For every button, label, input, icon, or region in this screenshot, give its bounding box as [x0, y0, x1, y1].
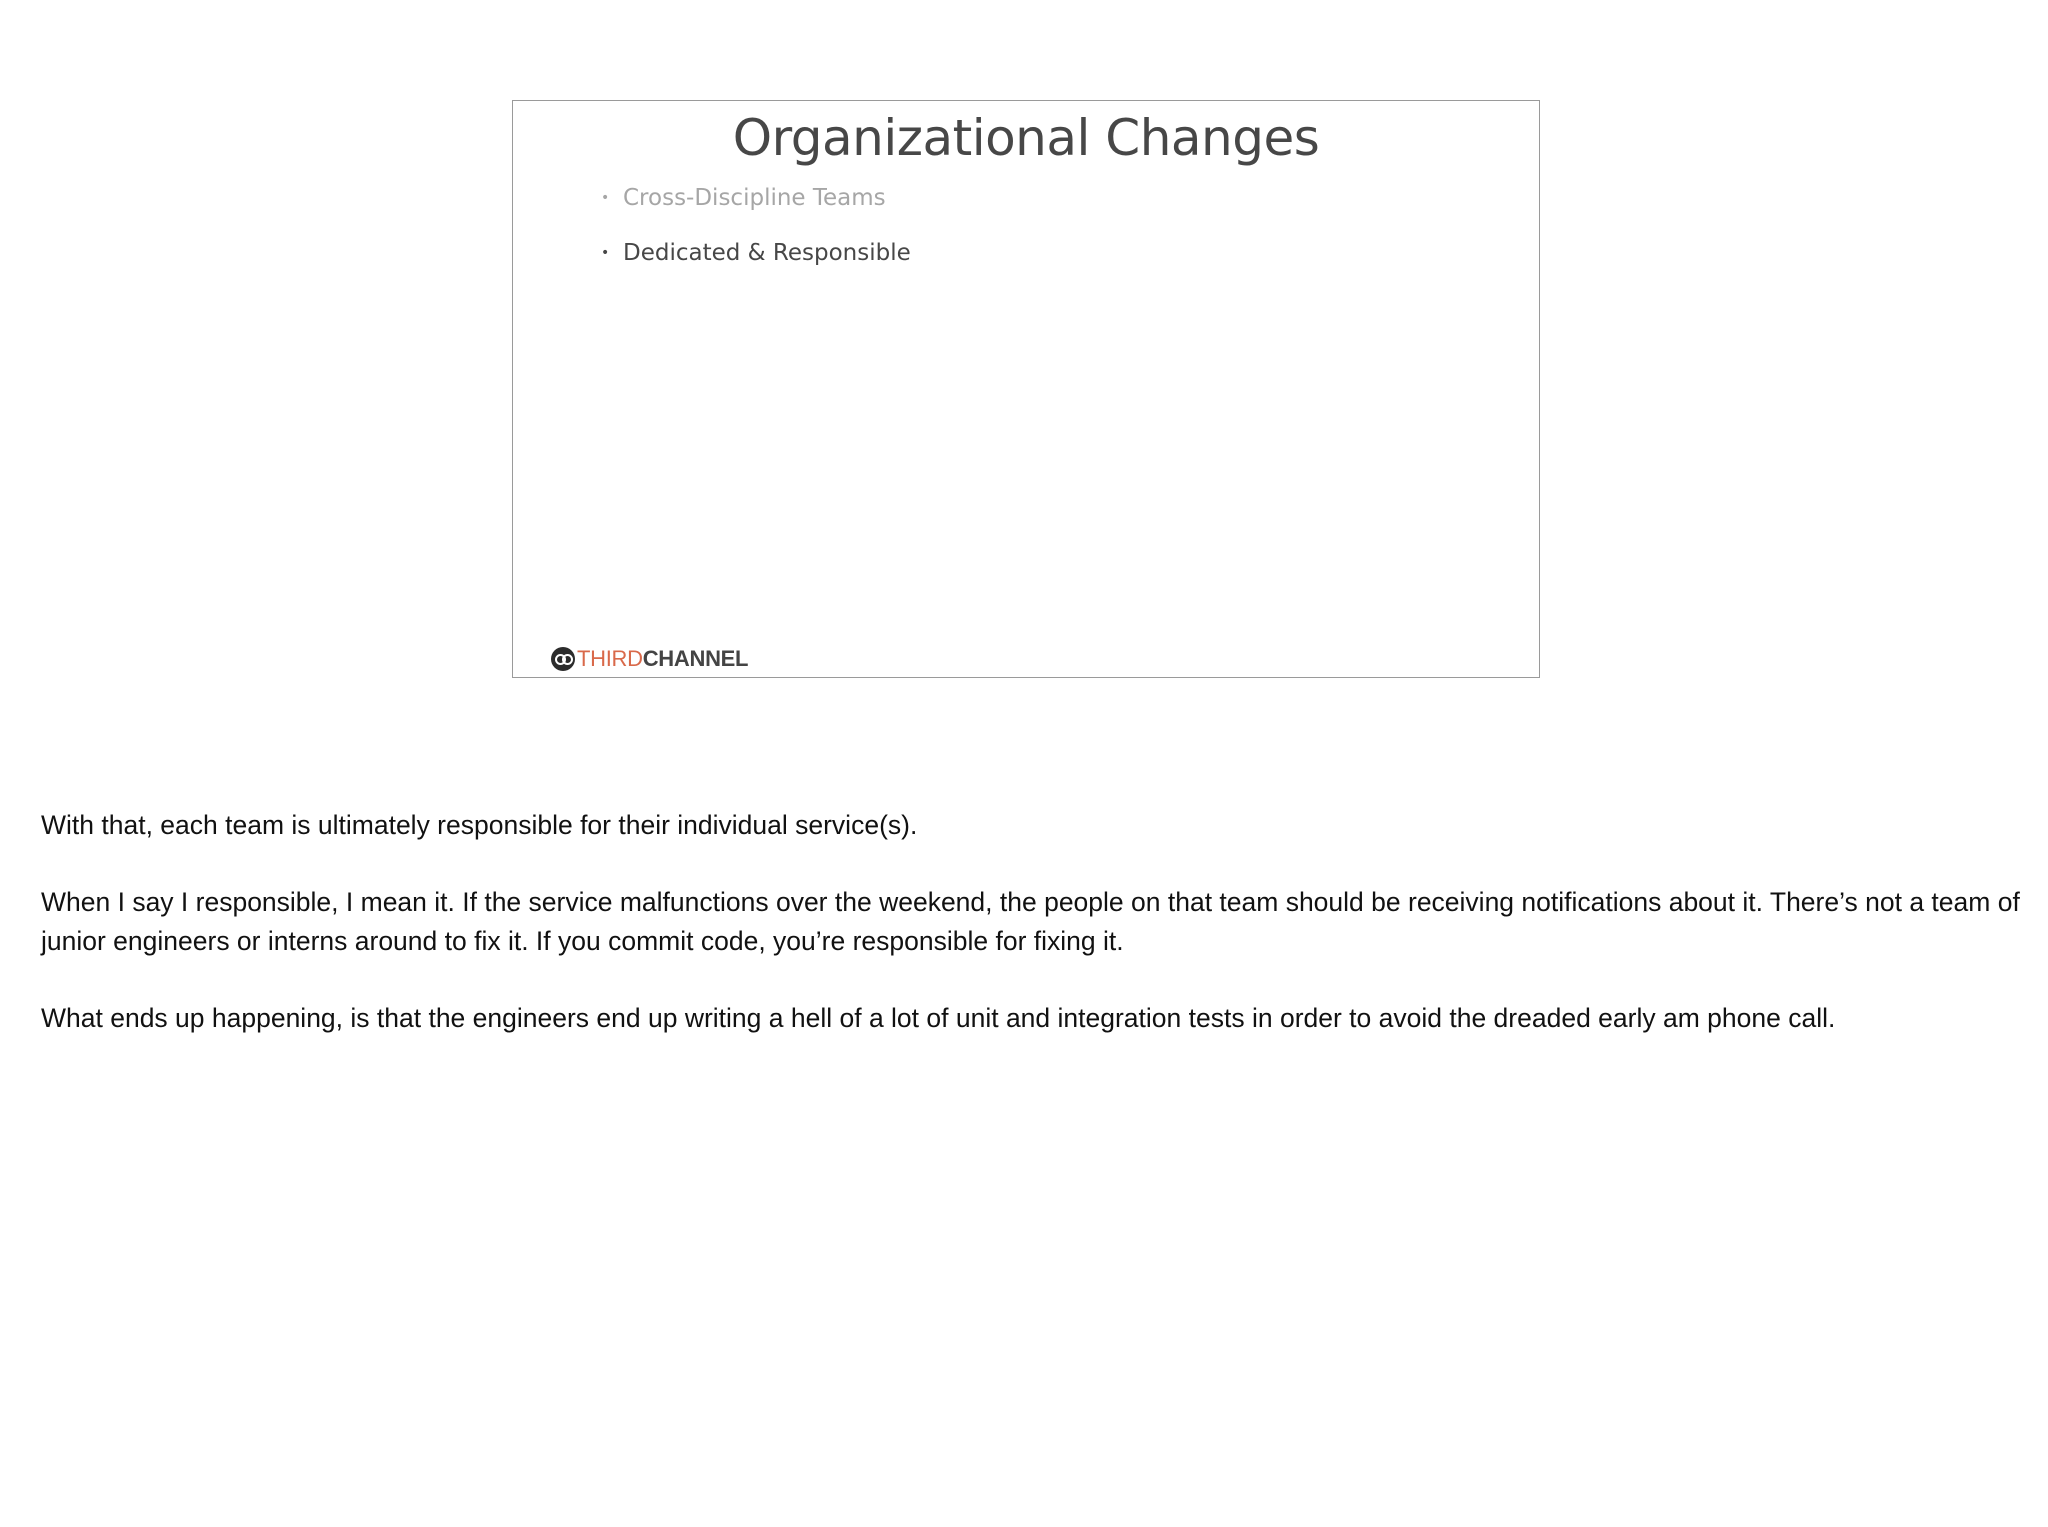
bullet-text: Dedicated & Responsible — [623, 240, 911, 266]
company-logo — [551, 645, 748, 673]
bullet-item — [601, 183, 911, 213]
logo-text-third: THIRD — [577, 646, 643, 671]
bullet-icon: • — [601, 245, 610, 261]
bullet-list — [601, 183, 911, 293]
bullet-item — [601, 238, 911, 268]
thirdchannel-logo-icon — [551, 647, 575, 671]
bullet-icon: • — [601, 190, 610, 206]
bullet-text: Cross-Discipline Teams — [623, 185, 886, 211]
slide-thumbnail — [512, 100, 1540, 678]
notes-paragraph: When I say I responsible, I mean it. If the service malfunctions over the weekend, the people on that team should be receiving notifications about it. There’s not a team of junior engineers or interns around to fix it. If you commit code, you’re responsible for fixing it. — [41, 887, 2020, 956]
notes-paragraph: With that, each team is ultimately responsible for their individual service(s). — [41, 810, 918, 840]
presenter-notes — [41, 806, 2031, 1076]
logo-text-channel: CHANNEL — [642, 646, 749, 671]
slide-title: Organizational Changes — [732, 109, 1320, 167]
notes-paragraph: What ends up happening, is that the engineers end up writing a hell of a lot of unit and integration tests in order to avoid the dreaded early am phone call. — [41, 1002, 1836, 1033]
